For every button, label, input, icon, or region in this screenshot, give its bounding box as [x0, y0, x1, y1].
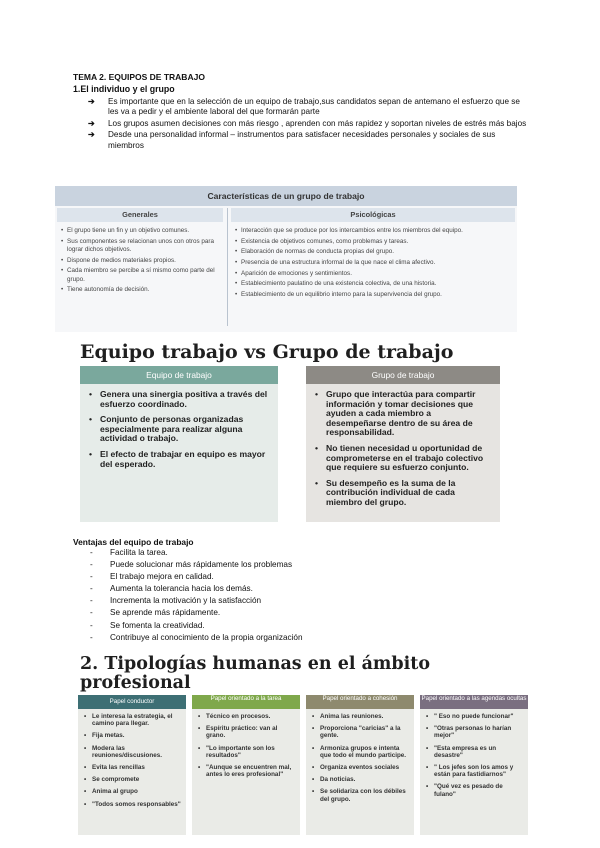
list-item: • Le interesa la estrategia, el camino para llegar.	[84, 713, 182, 727]
list-item: • Existencia de objetivos comunes, como problemas y tareas.	[235, 238, 515, 246]
list-item: - Incrementa la motivación y la satisfacción	[90, 595, 303, 607]
tipo-cohesion	[306, 695, 414, 835]
list-item: • El efecto de trabajar en equipo es mayor del esperado.	[88, 450, 268, 469]
list-item: • Modera las reuniones/discusiones.	[84, 745, 182, 759]
equipo-list	[80, 384, 278, 479]
list-item: • Tiene autonomía de decisión.	[61, 286, 221, 294]
comparison-title: Equipo trabajo vs Grupo de trabajo	[80, 341, 454, 363]
list-item: • Establecimiento de un equilibrio interno para la supervivencia del grupo.	[235, 291, 515, 299]
list-item: • "Lo importante son los resultados"	[198, 745, 296, 759]
section-title: 1.El individuo y el grupo	[73, 84, 175, 94]
grupo-header: Grupo de trabajo	[306, 366, 500, 384]
intro-bullet-list	[88, 97, 528, 152]
list-item: - Aumenta la tolerancia hacia los demás.	[90, 583, 303, 595]
list-item: • Da noticias.	[312, 776, 410, 783]
list-item: • Anima las reuniones.	[312, 713, 410, 720]
list-item: • "Esta empresa es un desastre"	[426, 745, 524, 759]
list-item: - Se fomenta la creatividad.	[90, 620, 303, 632]
intro-bullet: ➔ Es importante que en la selección de un equipo de trabajo,sus candidatos sepan de antemano el esfuerzo que se les va a pedir y el ambiente laboral del que formarán parte	[88, 97, 520, 117]
list-item: • Evita las rencillas	[84, 764, 182, 771]
list-item: • Presencia de una estructura informal de la que nace el clima afectivo.	[235, 259, 515, 267]
list-item: • Genera una sinergia positiva a través del esfuerzo coordinado.	[88, 390, 268, 409]
list-item: - Contribuye al conocimiento de la propia organización	[90, 632, 303, 644]
tipo-header: Papel orientado a las agendas ocultas	[420, 695, 528, 709]
intro-bullet: ➔ Los grupos asumen decisiones con más riesgo , aprenden con más rapidez y soportan niveles de estrés más bajos	[88, 118, 527, 128]
tipologias-title-line2: profesional	[80, 673, 191, 693]
table-title: Características de un grupo de trabajo	[55, 186, 517, 206]
equipo-header: Equipo de trabajo	[80, 366, 278, 384]
list-item: • Anima al grupo	[84, 788, 182, 795]
tipo-agendas-ocultas	[420, 695, 528, 835]
grupo-box	[306, 366, 500, 522]
arrow-icon: ➔	[88, 97, 95, 106]
list-item: • Se solidariza con los débiles del grupo.	[312, 788, 410, 802]
list-item: • "Aunque se encuentren mal, antes lo eres profesional"	[198, 764, 296, 778]
tipo-tarea	[192, 695, 300, 835]
list-item: • " Eso no puede funcionar"	[426, 713, 524, 720]
list-item: • "Otras personas lo harían mejor"	[426, 725, 524, 739]
list-item: • Cada miembro se percibe a sí mismo como parte del grupo.	[61, 267, 221, 284]
list-item: • "Todos somos responsables"	[84, 801, 182, 808]
ventajas-title: Ventajas del equipo de trabajo	[73, 537, 194, 547]
list-item: • Su desempeño es la suma de la contribución individual de cada miembro del grupo.	[314, 479, 490, 508]
list-item: • Sus componentes se relacionan unos con otros para lograr dichos objetivos.	[61, 238, 221, 255]
tipo-conductor	[78, 695, 186, 835]
grupo-list	[306, 384, 500, 518]
list-item: • Aparición de emociones y sentimientos.	[235, 270, 515, 278]
generales-list	[61, 227, 221, 297]
list-item: • Armoniza grupos e intenta que todo el mundo participe.	[312, 745, 410, 759]
tipo-header: Papel conductor	[78, 695, 186, 709]
list-item: • "Qué vez es pesado de fulano"	[426, 783, 524, 797]
list-item: • Grupo que interactúa para compartir información y tomar decisiones que ayuden a cada miembro a desempeñarse dentro de su área de responsabilidad.	[314, 390, 490, 438]
list-item: • Espíritu práctico: van al grano.	[198, 725, 296, 739]
list-item: • El grupo tiene un fin y un objetivo comunes.	[61, 227, 221, 235]
col-header-psicologicas: Psicológicas	[231, 208, 515, 222]
list-item: - Facilita la tarea.	[90, 547, 303, 559]
list-item: • Fija metas.	[84, 732, 182, 739]
list-item: • Interacción que se produce por los intercambios entre los miembros del equipo.	[235, 227, 515, 235]
list-item: • Proporciona "caricias" a la gente.	[312, 725, 410, 739]
equipo-box	[80, 366, 278, 522]
col-header-generales: Generales	[57, 208, 223, 222]
tipologias-title-line1: 2. Tipologías humanas en el ámbito	[80, 654, 431, 674]
intro-bullet: ➔ Desde una personalidad informal – instrumentos para satisfacer necesidades personales y sociales de sus miembros	[88, 130, 496, 150]
list-item: • Se compromete	[84, 776, 182, 783]
tema-title: TEMA 2. EQUIPOS DE TRABAJO	[73, 72, 205, 82]
column-divider	[227, 208, 228, 326]
list-item: - El trabajo mejora en calidad.	[90, 571, 303, 583]
list-item: • Técnico en procesos.	[198, 713, 296, 720]
list-item: - Puede solucionar más rápidamente los problemas	[90, 559, 303, 571]
list-item: • Conjunto de personas organizadas especialmente para realizar alguna actividad o trabajo.	[88, 415, 268, 444]
list-item: • No tienen necesidad u oportunidad de comprometerse en el trabajo colectivo que requiere su esfuerzo conjunto.	[314, 444, 490, 473]
list-item: • Elaboración de normas de conducta propias del grupo.	[235, 248, 515, 256]
tipo-header: Papel orientado a la tarea	[192, 695, 300, 709]
list-item: • " Los jefes son los amos y están para fastidiarnos"	[426, 764, 524, 778]
arrow-icon: ➔	[88, 118, 95, 128]
characteristics-table	[55, 186, 517, 332]
list-item: • Organiza eventos sociales	[312, 764, 410, 771]
tipo-header: Papel orientado a cohesión	[306, 695, 414, 709]
psicologicas-list	[235, 227, 515, 302]
ventajas-list	[90, 547, 303, 644]
list-item: • Establecimiento paulatino de una existencia colectiva, de una historia.	[235, 280, 515, 288]
list-item: - Se aprende más rápidamente.	[90, 607, 303, 619]
arrow-icon: ➔	[88, 130, 95, 140]
list-item: • Dispone de medios materiales propios.	[61, 257, 221, 265]
